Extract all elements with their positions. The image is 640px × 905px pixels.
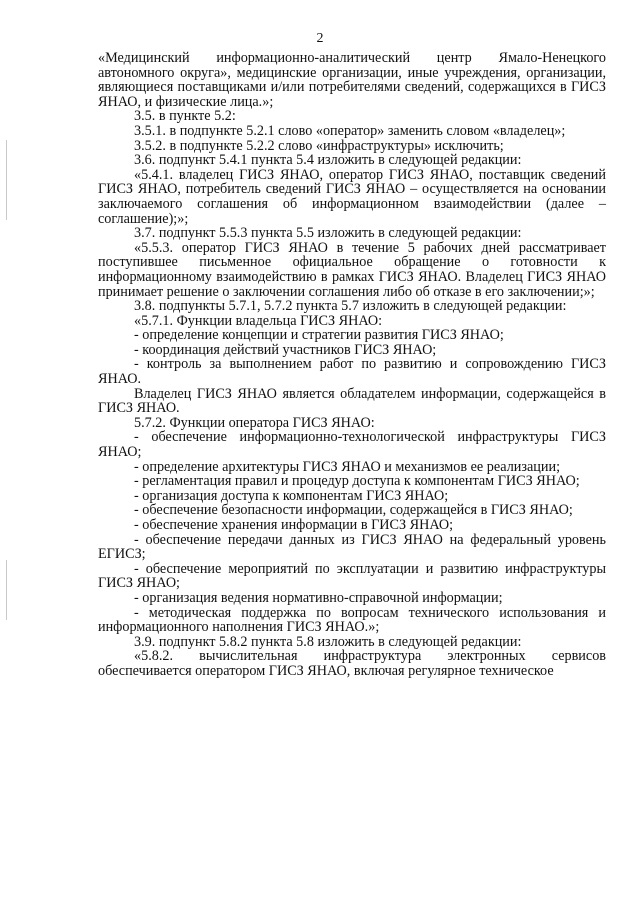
- paragraph: 3.5. в пункте 5.2:: [134, 108, 236, 125]
- list-item: - определение концепции и стратегии развития ГИСЗ ЯНАО;: [134, 327, 504, 344]
- list-item: - организация доступа к компонентам ГИСЗ ЯНАО;: [134, 487, 449, 504]
- list-item: - обеспечение мероприятий по эксплуатации и развитию инфраструктуры ГИСЗ ЯНАО;: [98, 560, 606, 592]
- list-item: - организация ведения нормативно-справочной информации;: [134, 589, 503, 606]
- page-number: 2: [316, 31, 324, 46]
- paragraph: 3.7. подпункт 5.5.3 пункта 5.5 изложить в следующей редакции:: [134, 225, 522, 242]
- list-item: - обеспечение хранения информации в ГИСЗ ЯНАО;: [134, 517, 454, 533]
- paragraph: «5.7.1. Функции владельца ГИСЗ ЯНАО:: [134, 312, 383, 329]
- list-item: - обеспечение передачи данных из ГИСЗ ЯНАО на федеральный уровень ЕГИСЗ;: [98, 531, 606, 563]
- scan-margin-mark: [6, 560, 7, 620]
- document-body: [98, 51, 606, 679]
- list-item: - обеспечение безопасности информации, содержащейся в ГИСЗ ЯНАО;: [134, 502, 573, 519]
- paragraph: «5.8.2. вычислительная инфраструктура электронных сервисов обеспечивается оператором ГИСЗ ЯНАО, включая регулярное техническое: [98, 648, 606, 679]
- paragraph: 3.6. подпункт 5.4.1 пункта 5.4 изложить в следующей редакции:: [134, 152, 522, 169]
- list-item: - определение архитектуры ГИСЗ ЯНАО и механизмов ее реализации;: [134, 458, 561, 475]
- list-item: - координация действий участников ГИСЗ ЯНАО;: [134, 341, 437, 358]
- list-item: - обеспечение информационно-технологической инфраструктуры ГИСЗ ЯНАО;: [98, 429, 606, 461]
- list-item: - регламентация правил и процедур доступа к компонентам ГИСЗ ЯНАО;: [134, 473, 580, 490]
- paragraph: 3.5.1. в подпункте 5.2.1 слово «оператор» заменить словом «владелец»;: [134, 122, 566, 139]
- paragraph: 5.7.2. Функции оператора ГИСЗ ЯНАО:: [134, 414, 375, 431]
- paragraph: 3.9. подпункт 5.8.2 пункта 5.8 изложить в следующей редакции:: [134, 633, 522, 650]
- paragraph: 3.5.2. в подпункте 5.2.2 слово «инфраструктуры» исключить;: [134, 137, 504, 154]
- paragraph: «5.5.3. оператор ГИСЗ ЯНАО в течение 5 рабочих дней рассматривает поступившее письменное официальное обращение о готовности к информационному взаимодействию в рамках ГИСЗ ЯНАО. Владелец ГИСЗ ЯНАО принимает решение о заключении соглашения либо об отказе в его заключении;»;: [98, 239, 606, 300]
- scan-margin-mark: [6, 140, 7, 220]
- paragraph: Владелец ГИСЗ ЯНАО является обладателем информации, содержащейся в ГИСЗ ЯНАО.: [98, 385, 606, 417]
- list-item: - контроль за выполнением работ по развитию и сопровождению ГИСЗ ЯНАО.: [98, 356, 606, 388]
- paragraph: 3.8. подпункты 5.7.1, 5.7.2 пункта 5.7 изложить в следующей редакции:: [134, 298, 567, 315]
- paragraph: «Медицинский информационно-аналитический центр Ямало-Ненецкого автономного округа», медицинские организации, иные учреждения, организации, являющиеся поставщиками и/или потребителями сведений, содержащихся в ГИСЗ ЯНАО, и физические лица.»;: [98, 50, 606, 110]
- paragraph: «5.4.1. владелец ГИСЗ ЯНАО, оператор ГИСЗ ЯНАО, поставщик сведений ГИСЗ ЯНАО, потребитель сведений ГИСЗ ЯНАО – осуществляется на основании заключаемого соглашения об информационном взаимодействии (далее – соглашение);»;: [98, 166, 606, 227]
- list-item: - методическая поддержка по вопросам технического использования и информационного наполнения ГИСЗ ЯНАО.»;: [98, 604, 606, 636]
